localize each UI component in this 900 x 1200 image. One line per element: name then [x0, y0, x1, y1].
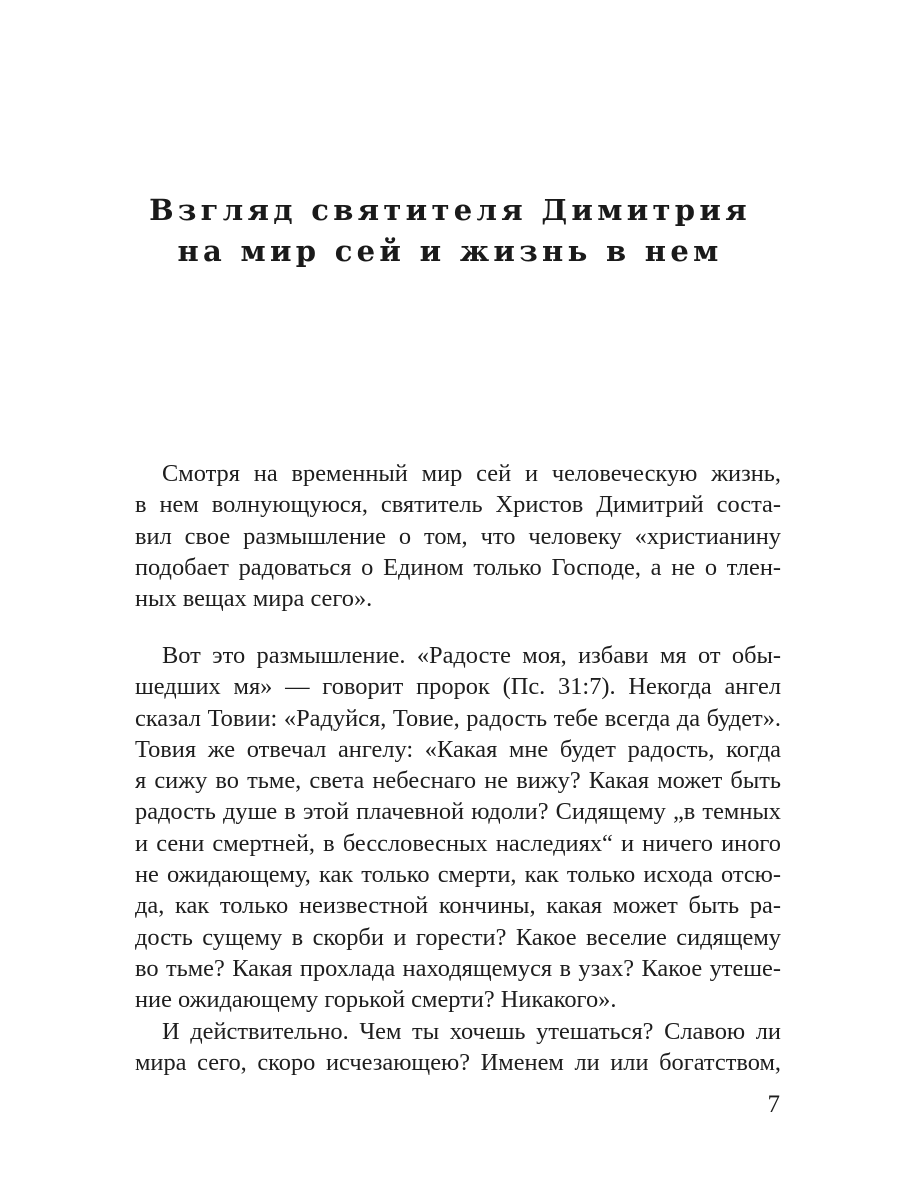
paragraph-3: [135, 1016, 781, 1079]
text-line: не ожидающему, как только смерти, как только исхода отсю-: [135, 861, 781, 889]
page-number: 7: [767, 1091, 780, 1118]
text-line: подобает радоваться о Едином только Господе, а не о тлен-: [135, 553, 781, 581]
text-line: Вот это размышление. «Радосте моя, избави мя от обы-: [162, 642, 781, 669]
body-text-block-1: [135, 458, 781, 614]
text-line: в нем волнующуюся, святитель Христов Димитрий соста-: [135, 491, 781, 519]
text-line: Смотря на временный мир сей и человеческую жизнь,: [162, 460, 781, 487]
paragraph-1: [135, 458, 781, 614]
body-text-block-2: [135, 640, 781, 1078]
chapter-title-line-1: Взгляд святителя Димитрия: [149, 193, 751, 227]
text-line: ных вещах мира сего».: [135, 585, 373, 613]
text-line: я сижу во тьме, света небеснаго не вижу? Какая может быть: [135, 767, 781, 795]
text-line: шедших мя» — говорит пророк (Пс. 31:7). Некогда ангел: [135, 673, 781, 701]
text-line: и сени смертней, в бессловесных наследиях“ и ничего иного: [135, 829, 781, 857]
chapter-title-line-2: на мир сей и жизнь в нем: [177, 234, 723, 268]
text-line: вил свое размышление о том, что человеку «христианину: [135, 522, 781, 550]
text-line: дость сущему в скорби и горести? Какое веселие сидящему: [135, 923, 781, 951]
text-line: Товия же отвечал ангелу: «Какая мне будет радость, когда: [135, 735, 781, 763]
text-line: И действительно. Чем ты хочешь утешаться? Славою ли: [162, 1017, 781, 1045]
text-line: мира сего, скоро исчезающею? Именем ли или богатством,: [135, 1048, 781, 1076]
text-line: сказал Товии: «Радуйся, Товие, радость тебе всегда да будет».: [135, 704, 781, 732]
text-line: радость душе в этой плачевной юдоли? Сидящему „в темных: [135, 798, 781, 826]
text-line: во тьме? Какая прохлада находящемуся в узах? Какое утеше-: [135, 954, 781, 982]
text-line: ние ожидающему горькой смерти? Никакого».: [135, 986, 617, 1014]
paragraph-2: [135, 640, 781, 1016]
text-line: да, как только неизвестной кончины, какая может быть ра-: [135, 892, 781, 920]
